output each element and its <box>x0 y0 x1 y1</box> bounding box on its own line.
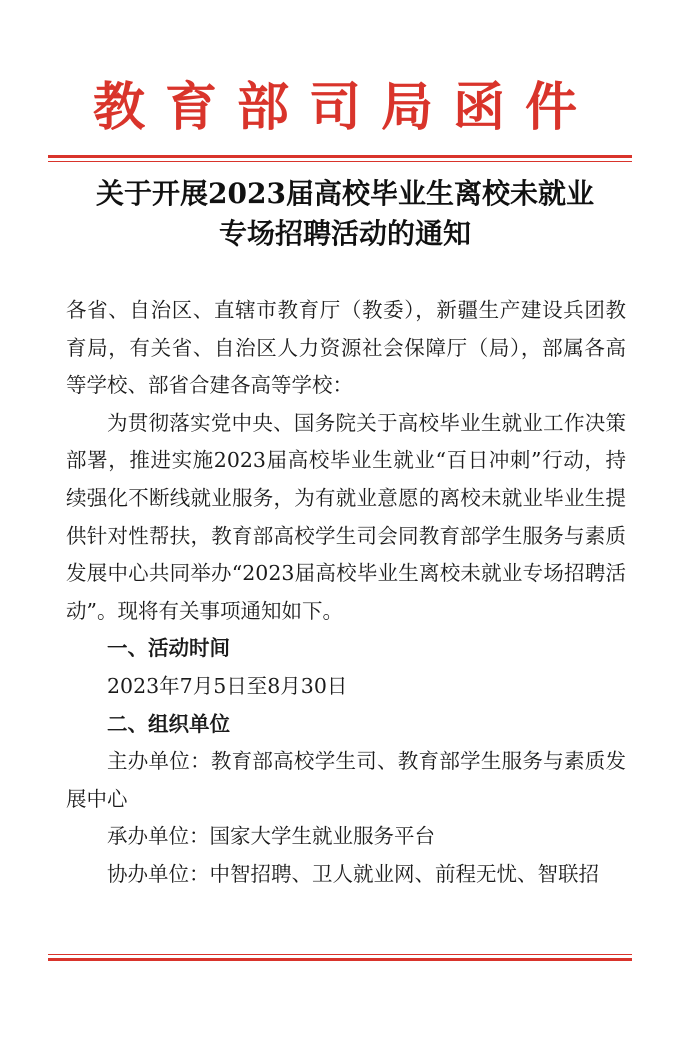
document-body <box>66 292 626 894</box>
footer-rule-thick <box>48 958 632 961</box>
section-1-heading: 一、活动时间 <box>107 636 230 661</box>
section-2-heading: 二、组织单位 <box>107 711 230 736</box>
footer-rule-thin <box>48 954 632 955</box>
header-rule-thick <box>48 155 632 158</box>
header-rule-thin <box>48 161 632 162</box>
title-line-1: 关于开展2023届高校毕业生离校未就业 <box>96 177 594 210</box>
masthead: 教育部司局函件 <box>92 77 597 138</box>
undertaker: 承办单位：国家大学生就业服务平台 <box>107 824 435 849</box>
section-1-body: 2023年7月5日至8月30日 <box>107 673 348 698</box>
title-line-2: 专场招聘活动的通知 <box>218 217 471 250</box>
document-title <box>50 174 640 254</box>
addressee: 各省、自治区、直辖市教育厅（教委），新疆生产建设兵团教育局，有关省、自治区人力资源社会保障厅（局），部属各高等学校、部省合建各高等学校： <box>66 298 626 398</box>
intro-paragraph: 为贯彻落实党中央、国务院关于高校毕业生就业工作决策部署，推进实施2023届高校毕业生就业“百日冲刺”行动，持续强化不断线就业服务，为有就业意愿的离校未就业毕业生提供针对性帮扶，教育部高校学生司会同教育部学生服务与素质发展中心共同举办“2023届高校毕业生离校未就业专场招聘活动”。现将有关事项通知如下。 <box>66 410 626 623</box>
co-organizer: 协办单位：中智招聘、卫人就业网、前程无忧、智联招 <box>107 861 599 886</box>
organizer: 主办单位：教育部高校学生司、教育部学生服务与素质发展中心 <box>66 749 626 811</box>
